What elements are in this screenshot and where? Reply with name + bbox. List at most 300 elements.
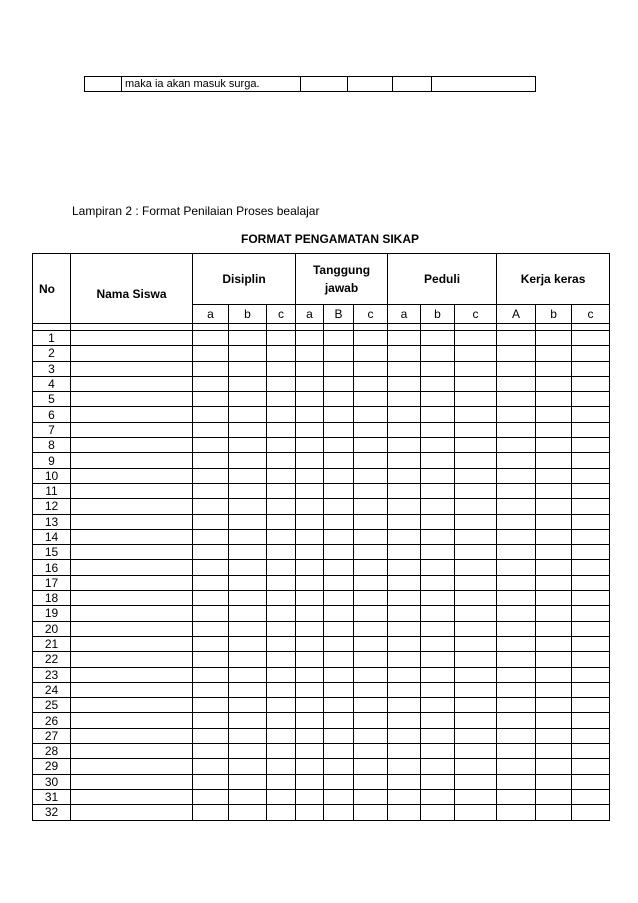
score-cell [455,636,497,651]
student-name-cell [71,789,193,804]
score-cell [354,545,388,560]
score-cell [354,529,388,544]
score-cell [388,774,421,789]
score-cell [193,483,229,498]
subheader: b [536,305,572,324]
score-cell [354,575,388,590]
row-number: 4 [33,376,71,391]
score-cell [354,392,388,407]
score-cell [421,361,455,376]
score-cell [267,621,296,636]
score-cell [324,667,354,682]
score-cell [572,514,610,529]
score-cell [296,575,324,590]
score-cell [536,606,572,621]
score-cell [536,728,572,743]
score-cell [455,621,497,636]
score-cell [354,805,388,820]
score-cell [572,529,610,544]
score-cell [193,346,229,361]
score-cell [572,636,610,651]
score-cell [455,591,497,606]
score-cell [324,468,354,483]
table-row [33,407,610,422]
score-cell [193,713,229,728]
score-cell [421,667,455,682]
score-cell [536,805,572,820]
score-cell [497,514,536,529]
score-cell [421,774,455,789]
score-cell [354,361,388,376]
score-cell [354,667,388,682]
table-row [33,361,610,376]
score-cell [388,621,421,636]
score-cell [421,453,455,468]
student-name-cell [71,361,193,376]
score-cell [296,667,324,682]
score-cell [229,529,267,544]
table-row [33,376,610,391]
row-number: 22 [33,652,71,667]
score-cell [536,698,572,713]
table-row [33,606,610,621]
score-cell [497,499,536,514]
score-cell [497,606,536,621]
student-name-cell [71,560,193,575]
score-cell [267,667,296,682]
score-cell [193,636,229,651]
score-cell [455,346,497,361]
score-cell [421,514,455,529]
score-cell [455,805,497,820]
score-cell [324,759,354,774]
row-number: 25 [33,698,71,713]
score-cell [324,407,354,422]
score-cell [229,759,267,774]
row-number: 23 [33,667,71,682]
student-name-cell [71,483,193,498]
top-table-fragment [84,76,536,92]
score-cell [354,514,388,529]
score-cell [193,606,229,621]
score-cell [354,713,388,728]
score-cell [455,560,497,575]
row-number: 32 [33,805,71,820]
score-cell [455,744,497,759]
subheader: c [455,305,497,324]
score-cell [229,499,267,514]
student-name-cell [71,805,193,820]
score-cell [267,468,296,483]
score-cell [324,361,354,376]
student-name-cell [71,621,193,636]
score-cell [572,575,610,590]
score-cell [572,652,610,667]
score-cell [324,652,354,667]
score-cell [572,789,610,804]
score-cell [388,805,421,820]
score-cell [229,346,267,361]
score-cell [421,728,455,743]
table-row [33,575,610,590]
score-cell [229,376,267,391]
row-number: 19 [33,606,71,621]
score-cell [324,805,354,820]
score-cell [572,698,610,713]
score-cell [267,331,296,346]
score-cell [267,407,296,422]
subheader: c [267,305,296,324]
score-cell [497,575,536,590]
table-row [33,759,610,774]
score-cell [354,376,388,391]
score-cell [354,682,388,697]
score-cell [324,591,354,606]
score-cell [388,376,421,391]
score-cell [296,331,324,346]
score-cell [267,376,296,391]
row-number: 20 [33,621,71,636]
score-cell [193,682,229,697]
score-cell [193,361,229,376]
score-cell [296,652,324,667]
score-cell [455,453,497,468]
score-cell [229,392,267,407]
score-cell [536,667,572,682]
score-cell [455,728,497,743]
score-cell [296,422,324,437]
row-number: 12 [33,499,71,514]
score-cell [296,591,324,606]
score-cell [572,713,610,728]
score-cell [324,621,354,636]
score-cell [354,744,388,759]
student-name-cell [71,407,193,422]
score-cell [229,407,267,422]
score-cell [536,392,572,407]
score-cell [296,728,324,743]
score-cell [193,529,229,544]
score-cell [536,499,572,514]
score-cell [572,331,610,346]
score-cell [229,545,267,560]
score-cell [421,744,455,759]
score-cell [421,422,455,437]
score-cell [229,805,267,820]
score-cell [497,560,536,575]
score-cell [388,713,421,728]
score-cell [388,728,421,743]
subheader: a [388,305,421,324]
score-cell [536,514,572,529]
student-name-cell [71,759,193,774]
score-cell [497,682,536,697]
score-cell [572,774,610,789]
score-cell [421,698,455,713]
score-cell [572,621,610,636]
score-cell [572,438,610,453]
score-cell [324,698,354,713]
score-cell [354,636,388,651]
score-cell [267,560,296,575]
score-cell [421,636,455,651]
score-cell [497,453,536,468]
score-cell [497,438,536,453]
student-name-cell [71,606,193,621]
table-row [33,453,610,468]
score-cell [388,682,421,697]
score-cell [229,606,267,621]
score-cell [229,591,267,606]
student-name-cell [71,667,193,682]
score-cell [388,606,421,621]
subheader: b [421,305,455,324]
score-cell [497,331,536,346]
score-cell [296,621,324,636]
score-cell [421,346,455,361]
score-cell [421,529,455,544]
table-row [33,560,610,575]
score-cell [296,774,324,789]
score-cell [267,789,296,804]
score-cell [267,514,296,529]
score-cell [572,453,610,468]
score-cell [388,789,421,804]
student-name-cell [71,636,193,651]
score-cell [324,606,354,621]
score-cell [267,713,296,728]
score-cell [536,468,572,483]
score-cell [193,331,229,346]
score-cell [536,483,572,498]
score-cell [497,789,536,804]
score-cell [421,575,455,590]
score-cell [193,392,229,407]
score-cell [193,407,229,422]
score-cell [267,606,296,621]
score-cell [267,422,296,437]
subheader: c [354,305,388,324]
table-row [33,667,610,682]
score-cell [455,713,497,728]
score-cell [229,667,267,682]
student-name-cell [71,682,193,697]
score-cell [388,744,421,759]
score-cell [497,621,536,636]
table-row [33,713,610,728]
student-name-cell [71,529,193,544]
row-number: 27 [33,728,71,743]
score-cell [497,774,536,789]
score-cell [388,545,421,560]
score-cell [455,361,497,376]
score-cell [193,575,229,590]
table-row [33,346,610,361]
score-cell [267,529,296,544]
spacer-row [33,324,610,331]
score-cell [455,514,497,529]
score-cell [354,438,388,453]
score-cell [388,499,421,514]
score-cell [421,376,455,391]
score-cell [354,774,388,789]
score-cell [536,331,572,346]
subheader: a [193,305,229,324]
score-cell [267,361,296,376]
score-cell [324,713,354,728]
score-cell [497,591,536,606]
row-number: 17 [33,575,71,590]
student-name-cell [71,545,193,560]
score-cell [354,728,388,743]
score-cell [455,438,497,453]
score-cell [497,652,536,667]
score-cell [388,438,421,453]
score-cell [388,392,421,407]
score-cell [324,682,354,697]
score-cell [324,636,354,651]
score-cell [296,438,324,453]
score-cell [296,483,324,498]
score-cell [296,392,324,407]
student-name-cell [71,575,193,590]
score-cell [455,652,497,667]
table-row [33,698,610,713]
score-cell [455,468,497,483]
score-cell [572,483,610,498]
score-cell [455,499,497,514]
score-cell [421,331,455,346]
score-cell [572,560,610,575]
score-cell [536,575,572,590]
row-number: 10 [33,468,71,483]
score-cell [296,560,324,575]
score-cell [572,468,610,483]
top-cell-text: maka ia akan masuk surga. [122,77,301,92]
score-cell [536,621,572,636]
score-cell [324,499,354,514]
score-cell [296,789,324,804]
subheader: b [229,305,267,324]
student-name-cell [71,698,193,713]
score-cell [536,774,572,789]
score-cell [421,438,455,453]
score-cell [455,529,497,544]
student-name-cell [71,514,193,529]
student-name-cell [71,713,193,728]
score-cell [354,591,388,606]
score-cell [296,453,324,468]
score-cell [324,529,354,544]
score-cell [229,361,267,376]
score-cell [572,407,610,422]
appendix-caption: Lampiran 2 : Format Penilaian Proses bealajar [72,204,320,218]
score-cell [572,392,610,407]
score-cell [388,529,421,544]
student-name-cell [71,346,193,361]
score-cell [421,713,455,728]
row-number: 14 [33,529,71,544]
score-cell [229,331,267,346]
score-cell [497,529,536,544]
score-cell [229,468,267,483]
score-cell [572,545,610,560]
score-cell [421,606,455,621]
student-name-cell [71,453,193,468]
score-cell [455,789,497,804]
table-row [33,789,610,804]
score-cell [229,621,267,636]
score-cell [497,422,536,437]
score-cell [324,346,354,361]
score-cell [497,713,536,728]
score-cell [497,392,536,407]
score-cell [324,744,354,759]
score-cell [497,407,536,422]
header-group-hard-work: Kerja keras [497,254,610,305]
score-cell [455,759,497,774]
score-cell [572,667,610,682]
score-cell [388,636,421,651]
student-name-cell [71,728,193,743]
score-cell [572,606,610,621]
score-cell [536,361,572,376]
score-cell [324,483,354,498]
score-cell [536,713,572,728]
score-cell [229,774,267,789]
score-cell [296,682,324,697]
student-name-cell [71,376,193,391]
score-cell [229,744,267,759]
score-cell [324,560,354,575]
form-title: FORMAT PENGAMATAN SIKAP [241,232,419,246]
score-cell [421,805,455,820]
score-cell [324,514,354,529]
score-cell [324,453,354,468]
score-cell [572,499,610,514]
score-cell [354,331,388,346]
score-cell [388,514,421,529]
score-cell [267,346,296,361]
score-cell [354,499,388,514]
top-cell-empty [393,77,432,92]
score-cell [229,575,267,590]
score-cell [455,606,497,621]
score-cell [296,514,324,529]
score-cell [193,744,229,759]
score-cell [324,438,354,453]
row-number: 9 [33,453,71,468]
header-group-responsibility [296,254,388,305]
student-name-cell [71,652,193,667]
score-cell [421,789,455,804]
score-cell [455,682,497,697]
score-cell [324,774,354,789]
score-cell [354,621,388,636]
row-number: 1 [33,331,71,346]
score-cell [324,575,354,590]
score-cell [572,744,610,759]
table-row [33,621,610,636]
score-cell [296,407,324,422]
score-cell [229,422,267,437]
score-cell [229,713,267,728]
score-cell [267,728,296,743]
score-cell [388,667,421,682]
score-cell [455,667,497,682]
score-cell [421,759,455,774]
table-row [33,728,610,743]
